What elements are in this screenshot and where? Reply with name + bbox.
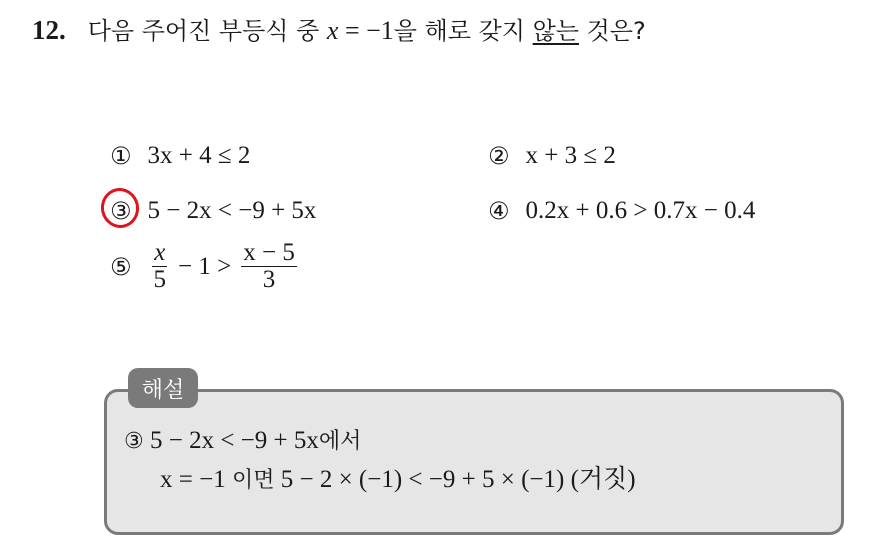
solution-line-1 [124, 425, 361, 458]
choice-2[interactable] [488, 141, 616, 171]
choice-4-number: ④ [488, 197, 510, 225]
fraction-left-denominator: 5 [153, 266, 167, 293]
choice-5-fraction-right [241, 240, 297, 293]
choice-1[interactable] [110, 141, 250, 171]
fraction-right-numerator: x − 5 [243, 239, 295, 266]
choice-5-middle: − 1 > [178, 252, 232, 280]
choice-2-number: ② [488, 142, 510, 170]
choice-1-expression: 3x + 4 ≤ 2 [147, 142, 251, 169]
question-heading [32, 14, 646, 47]
solution-inequality: 5 − 2x < −9 + 5x [149, 427, 319, 454]
choice-2-expression: x + 3 ≤ 2 [525, 142, 616, 169]
question-value: = −1 [338, 16, 394, 45]
choice-3-expression: 5 − 2x < −9 + 5x [147, 197, 317, 224]
question-prefix: 다음 주어진 부등식 중 [87, 17, 327, 45]
solution-line-2-connector: 이면 [231, 468, 275, 493]
solution-line-1-suffix: 에서 [318, 429, 362, 454]
solution-line-2 [160, 464, 636, 497]
choice-5-number: ⑤ [110, 252, 132, 281]
question-emphasis: 않는 [532, 17, 579, 45]
question-variable: x [326, 16, 339, 45]
choice-5-fraction-left [152, 240, 169, 293]
choice-1-number: ① [110, 142, 132, 170]
fraction-right-denominator: 3 [262, 266, 276, 293]
solution-evaluation: 5 − 2 × (−1) < −9 + 5 × (−1) (거짓) [280, 466, 636, 493]
question-middle: 을 해로 갖지 [393, 17, 533, 45]
choice-3-number [110, 196, 132, 226]
solution-tag: 해설 [128, 368, 198, 408]
choice-4-expression: 0.2x + 0.6 > 0.7x − 0.4 [525, 197, 756, 224]
answer-circle-mark [97, 184, 142, 231]
choice-5[interactable] [110, 240, 301, 293]
solution-box [104, 389, 844, 535]
question-suffix: 것은? [578, 17, 646, 45]
choice-3-number-glyph: ③ [110, 197, 132, 225]
choice-3[interactable] [110, 196, 316, 226]
solution-substitution: x = −1 [160, 466, 226, 493]
fraction-left-numerator: x [154, 239, 166, 266]
question-number: 12. [32, 15, 66, 45]
choice-4[interactable] [488, 196, 755, 226]
solution-choice-number: ③ [124, 429, 144, 454]
